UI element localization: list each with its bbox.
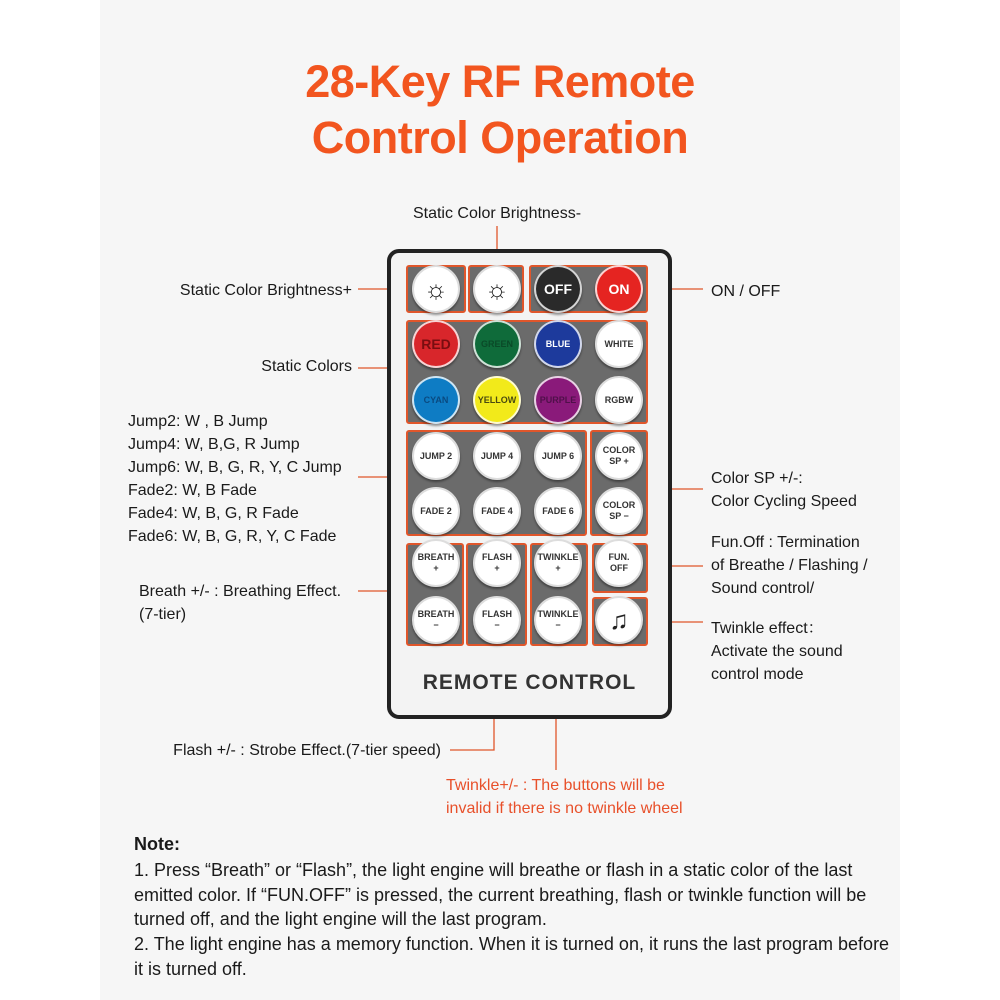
page-title-line1: 28-Key RF Remote bbox=[305, 56, 695, 107]
label-flash: Flash +/- : Strobe Effect.(7-tier speed) bbox=[173, 742, 441, 759]
jump6-button[interactable] bbox=[534, 432, 582, 480]
label-breath bbox=[139, 580, 341, 626]
twinkle-effect-line: Twinkle effect： bbox=[711, 620, 824, 637]
twinkle-effect-line: control mode bbox=[711, 666, 804, 683]
button-label: CYAN bbox=[423, 394, 449, 405]
button-label: ☼ bbox=[485, 273, 509, 304]
note-heading: Note: bbox=[134, 834, 180, 854]
twinkle-line: invalid if there is no twinkle wheel bbox=[446, 800, 683, 817]
button-label: − bbox=[433, 620, 439, 630]
remote-control bbox=[387, 249, 672, 719]
button-label: TWINKLE bbox=[537, 609, 579, 619]
button-label: WHITE bbox=[604, 338, 634, 349]
button-label: BLUE bbox=[545, 338, 571, 349]
twinkle-line: Twinkle+/- : The buttons will be bbox=[446, 777, 665, 794]
button-label: COLOR bbox=[602, 445, 636, 455]
breath-plus-button[interactable] bbox=[412, 539, 460, 587]
jump-fade-line: Fade6: W, B, G, R, Y, C Fade bbox=[128, 528, 337, 545]
button-label: FADE 4 bbox=[481, 505, 513, 516]
purple-button[interactable] bbox=[534, 376, 582, 424]
button-label: BREATH bbox=[417, 609, 455, 619]
off-button[interactable] bbox=[534, 265, 582, 313]
label-twinkle bbox=[446, 774, 683, 820]
brightness-up-button[interactable] bbox=[412, 265, 460, 313]
note-item-2: 2. The light engine has a memory function. When it is turned on, it runs the last program before it is turned off. bbox=[134, 934, 890, 979]
label-on-off: ON / OFF bbox=[711, 283, 781, 300]
button-label: OFF bbox=[610, 563, 628, 573]
button-label: ON bbox=[608, 280, 630, 297]
jump-fade-line: Jump2: W , B Jump bbox=[128, 413, 268, 430]
white-button[interactable] bbox=[595, 320, 643, 368]
button-label: JUMP 6 bbox=[541, 450, 575, 461]
button-label: RGBW bbox=[604, 394, 634, 405]
yellow-button[interactable] bbox=[473, 376, 521, 424]
brightness-down-button[interactable] bbox=[473, 265, 521, 313]
button-label: − bbox=[555, 620, 561, 630]
breath-line: (7-tier) bbox=[139, 606, 187, 623]
on-button[interactable] bbox=[595, 265, 643, 313]
button-label: OFF bbox=[544, 280, 572, 297]
button-label: + bbox=[433, 563, 439, 573]
red-button[interactable] bbox=[412, 320, 460, 368]
button-label: + bbox=[494, 563, 500, 573]
green-button[interactable] bbox=[473, 320, 521, 368]
fun-off-button[interactable] bbox=[595, 539, 643, 587]
jump4-button[interactable] bbox=[473, 432, 521, 480]
blue-button[interactable] bbox=[534, 320, 582, 368]
color-sp-plus-button[interactable] bbox=[595, 432, 643, 480]
button-label: SP − bbox=[609, 511, 629, 521]
twinkle-minus-button[interactable] bbox=[534, 596, 582, 644]
button-label: − bbox=[494, 620, 500, 630]
button-label: JUMP 2 bbox=[419, 450, 453, 461]
remote-label: REMOTE CONTROL bbox=[422, 671, 637, 694]
fun-off-line: of Breathe / Flashing / bbox=[711, 557, 868, 574]
button-label: PURPLE bbox=[539, 394, 577, 405]
button-label: BREATH bbox=[417, 552, 455, 562]
rgbw-button[interactable] bbox=[595, 376, 643, 424]
flash-minus-button[interactable] bbox=[473, 596, 521, 644]
color-sp-minus-button[interactable] bbox=[595, 487, 643, 535]
label-brightness-minus: Static Color Brightness- bbox=[412, 205, 582, 222]
fade6-button[interactable] bbox=[534, 487, 582, 535]
jump-fade-line: Jump4: W, B,G, R Jump bbox=[128, 436, 300, 453]
button-label: COLOR bbox=[602, 500, 636, 510]
button-label: RED bbox=[421, 335, 451, 352]
breath-minus-button[interactable] bbox=[412, 596, 460, 644]
jump-fade-line: Fade2: W, B Fade bbox=[128, 482, 257, 499]
button-label: YELLOW bbox=[477, 394, 517, 405]
breath-line: Breath +/- : Breathing Effect. bbox=[139, 583, 342, 600]
button-label: + bbox=[555, 563, 561, 573]
button-label: TWINKLE bbox=[537, 552, 579, 562]
button-label: ☼ bbox=[424, 273, 448, 304]
button-label: FLASH bbox=[482, 609, 512, 619]
label-brightness-plus: Static Color Brightness+ bbox=[179, 282, 352, 299]
color-sp-line: Color Cycling Speed bbox=[711, 493, 857, 510]
label-static-colors: Static Colors bbox=[261, 358, 352, 375]
button-label: SP + bbox=[609, 456, 629, 466]
label-twinkle-effect bbox=[711, 617, 843, 686]
note-item-1: 1. Press “Breath” or “Flash”, the light engine will breathe or flash in a static color of the last emitted color. If “FUN.OFF” is pressed, the current breathing, flash or twinkle function will be turned off, and the light engine will the last program. bbox=[134, 860, 867, 929]
jump2-button[interactable] bbox=[412, 432, 460, 480]
twinkle-plus-button[interactable] bbox=[534, 539, 582, 587]
jump-fade-line: Fade4: W, B, G, R Fade bbox=[128, 505, 299, 522]
flash-plus-button[interactable] bbox=[473, 539, 521, 587]
twinkle-effect-line: Activate the sound bbox=[711, 643, 843, 660]
color-sp-line: Color SP +/-: bbox=[711, 470, 803, 487]
label-fun-off bbox=[711, 531, 868, 600]
jump-fade-line: Jump6: W, B, G, R, Y, C Jump bbox=[128, 459, 342, 476]
fun-off-line: Fun.Off : Termination bbox=[711, 534, 860, 551]
label-color-sp bbox=[711, 467, 857, 513]
fun-off-line: Sound control/ bbox=[711, 580, 815, 597]
page-title-line2: Control Operation bbox=[311, 112, 689, 163]
button-label: JUMP 4 bbox=[480, 450, 514, 461]
label-jump-fade bbox=[128, 410, 342, 548]
button-label: FADE 6 bbox=[542, 505, 574, 516]
button-label: GREEN bbox=[480, 338, 513, 349]
button-label: FUN. bbox=[608, 552, 630, 562]
music-button[interactable] bbox=[595, 596, 643, 644]
button-label: ♫ bbox=[609, 604, 629, 635]
fade2-button[interactable] bbox=[412, 487, 460, 535]
fade4-button[interactable] bbox=[473, 487, 521, 535]
button-label: FLASH bbox=[482, 552, 512, 562]
button-label: FADE 2 bbox=[420, 505, 452, 516]
cyan-button[interactable] bbox=[412, 376, 460, 424]
